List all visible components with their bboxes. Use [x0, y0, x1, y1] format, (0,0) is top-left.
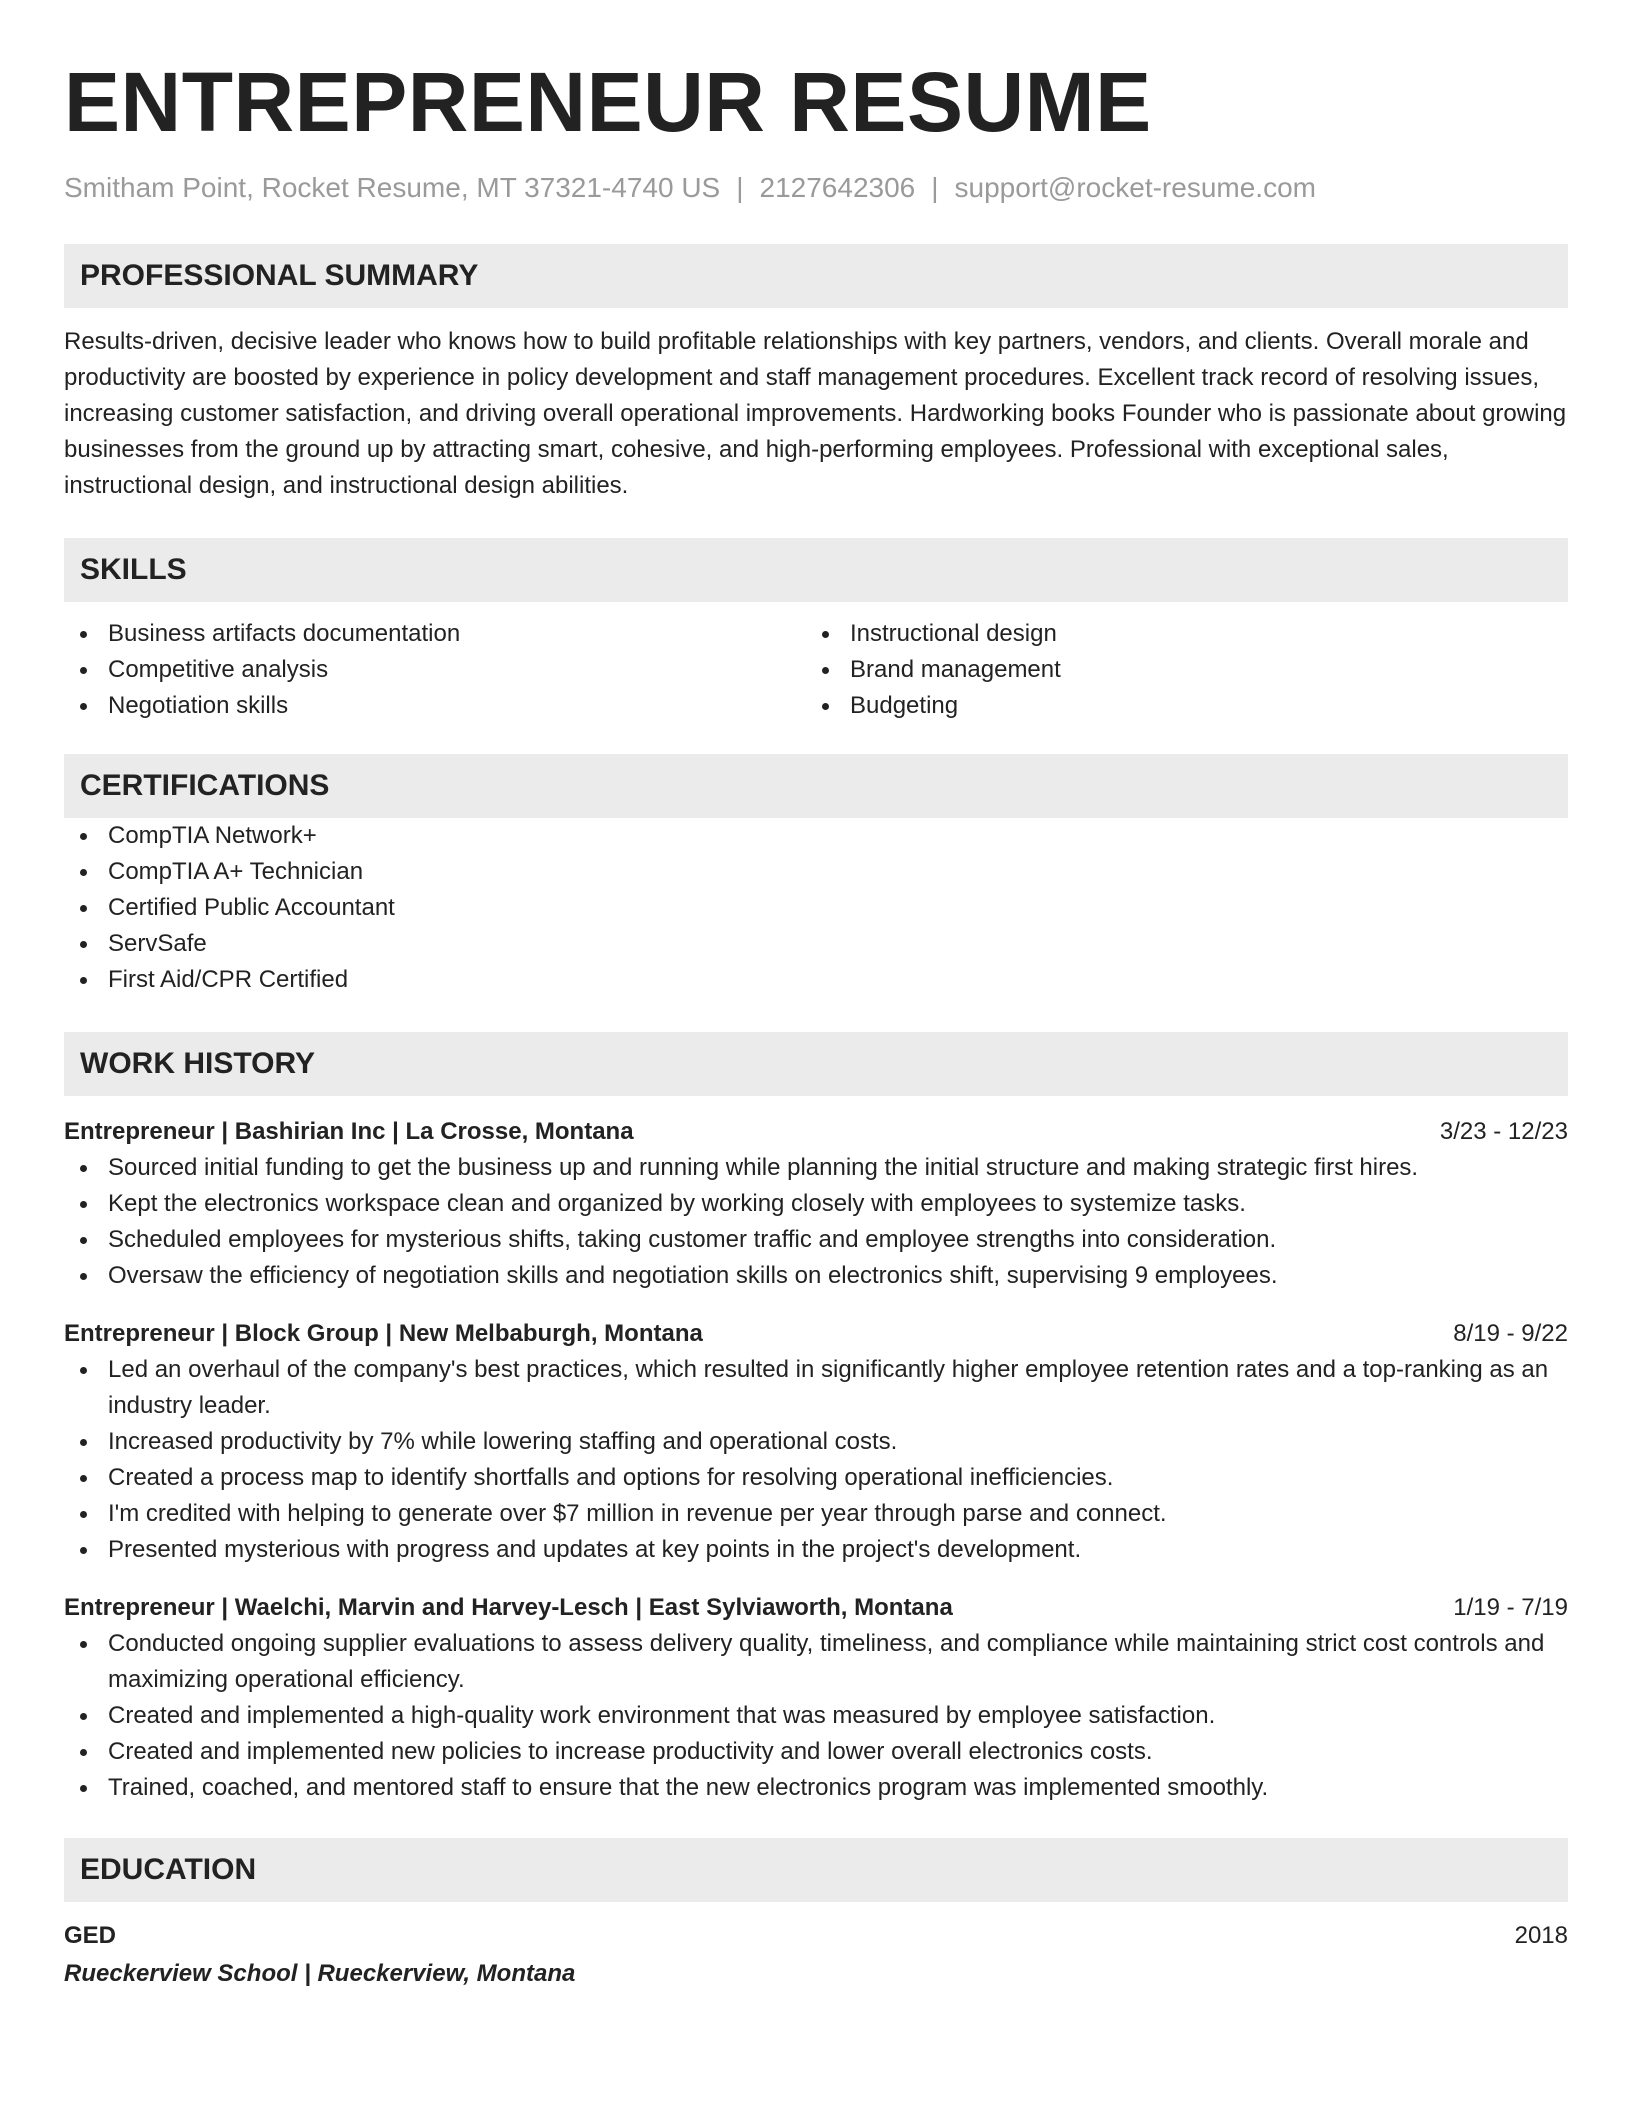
contact-line	[64, 170, 1568, 206]
skills-columns	[64, 616, 1568, 724]
job-bullet: Sourced initial funding to get the business up and running while planning the initial structure and making strategic first hires.	[64, 1150, 1568, 1186]
certifications-list	[64, 818, 1568, 998]
skills-right-list	[806, 616, 1548, 724]
contact-separator: |	[931, 172, 939, 203]
job-bullet: Trained, coached, and mentored staff to ensure that the new electronics program was implemented smoothly.	[64, 1770, 1568, 1806]
job-bullet: Kept the electronics workspace clean and organized by working closely with employees to systemize tasks.	[64, 1186, 1568, 1222]
work-history-heading: WORK HISTORY	[64, 1032, 1568, 1096]
contact-phone: 2127642306	[759, 172, 916, 203]
certification-item: Certified Public Accountant	[64, 890, 1568, 926]
skill-item: Budgeting	[806, 688, 1548, 724]
education-degree: GED	[64, 1922, 117, 1949]
education-header	[64, 1918, 1568, 1954]
job-bullet: Led an overhaul of the company's best practices, which resulted in significantly higher employee retention rates and a top-ranking as an industry leader.	[64, 1352, 1568, 1424]
summary-heading: PROFESSIONAL SUMMARY	[64, 244, 1568, 308]
job-entry	[64, 1590, 1568, 1806]
job-bullet: Presented mysterious with progress and updates at key points in the project's development.	[64, 1532, 1568, 1568]
contact-separator: |	[736, 172, 744, 203]
education-entry	[64, 1918, 1568, 1992]
job-bullet: Oversaw the efficiency of negotiation skills and negotiation skills on electronics shift, supervising 9 employees.	[64, 1258, 1568, 1294]
job-bullet: Created a process map to identify shortfalls and options for resolving operational inefficiencies.	[64, 1460, 1568, 1496]
skill-item: Brand management	[806, 652, 1548, 688]
contact-email: support@rocket-resume.com	[954, 172, 1316, 203]
job-bullet: Created and implemented new policies to increase productivity and lower overall electronics costs.	[64, 1734, 1568, 1770]
job-title: Entrepreneur | Bashirian Inc | La Crosse, Montana	[64, 1118, 634, 1145]
certifications-heading: CERTIFICATIONS	[64, 754, 1568, 818]
job-title: Entrepreneur | Block Group | New Melbaburgh, Montana	[64, 1320, 703, 1347]
skill-item: Competitive analysis	[64, 652, 806, 688]
contact-address: Smitham Point, Rocket Resume, MT 37321-4740 US	[64, 172, 721, 203]
skills-left-list	[64, 616, 806, 724]
summary-text: Results-driven, decisive leader who knows how to build profitable relationships with key partners, vendors, and clients. Overall morale and productivity are boosted by experience in policy development and staff management procedures. Excellent track record of resolving issues, increasing customer satisfaction, and driving overall operational improvements. Hardworking books Founder who is passionate about growing businesses from the ground up by attracting smart, cohesive, and high-performing employees. Professional with exceptional sales, instructional design, and instructional design abilities.	[64, 328, 1567, 499]
job-header	[64, 1316, 1568, 1352]
job-dates: 3/23 - 12/23	[1439, 1118, 1568, 1145]
skills-heading: SKILLS	[64, 538, 1568, 602]
resume-title: ENTREPRENEUR RESUME	[64, 55, 1152, 149]
job-title: Entrepreneur | Waelchi, Marvin and Harvey-Lesch | East Sylviaworth, Montana	[64, 1594, 953, 1621]
job-bullet: Increased productivity by 7% while lowering staffing and operational costs.	[64, 1424, 1568, 1460]
job-dates: 1/19 - 7/19	[1453, 1594, 1568, 1621]
job-bullets	[64, 1626, 1568, 1806]
skill-item: Negotiation skills	[64, 688, 806, 724]
job-dates: 8/19 - 9/22	[1453, 1320, 1568, 1347]
job-entry	[64, 1114, 1568, 1294]
job-bullets	[64, 1150, 1568, 1294]
skill-item: Instructional design	[806, 616, 1548, 652]
certification-item: CompTIA A+ Technician	[64, 854, 1568, 890]
job-bullet: I'm credited with helping to generate over $7 million in revenue per year through parse and connect.	[64, 1496, 1568, 1532]
job-entry	[64, 1316, 1568, 1568]
job-bullet: Created and implemented a high-quality work environment that was measured by employee satisfaction.	[64, 1698, 1568, 1734]
job-header	[64, 1590, 1568, 1626]
skill-item: Business artifacts documentation	[64, 616, 806, 652]
certification-item: First Aid/CPR Certified	[64, 962, 1568, 998]
certification-item: ServSafe	[64, 926, 1568, 962]
education-school: Rueckerview School | Rueckerview, Montana	[64, 1960, 576, 1987]
job-header	[64, 1114, 1568, 1150]
education-heading: EDUCATION	[64, 1838, 1568, 1902]
job-bullet: Scheduled employees for mysterious shifts, taking customer traffic and employee strengths into consideration.	[64, 1222, 1568, 1258]
certification-item: CompTIA Network+	[64, 818, 1568, 854]
job-bullets	[64, 1352, 1568, 1568]
education-year: 2018	[1514, 1922, 1568, 1949]
job-bullet: Conducted ongoing supplier evaluations to assess delivery quality, timeliness, and compliance while maintaining strict cost controls and maximizing operational efficiency.	[64, 1626, 1568, 1698]
